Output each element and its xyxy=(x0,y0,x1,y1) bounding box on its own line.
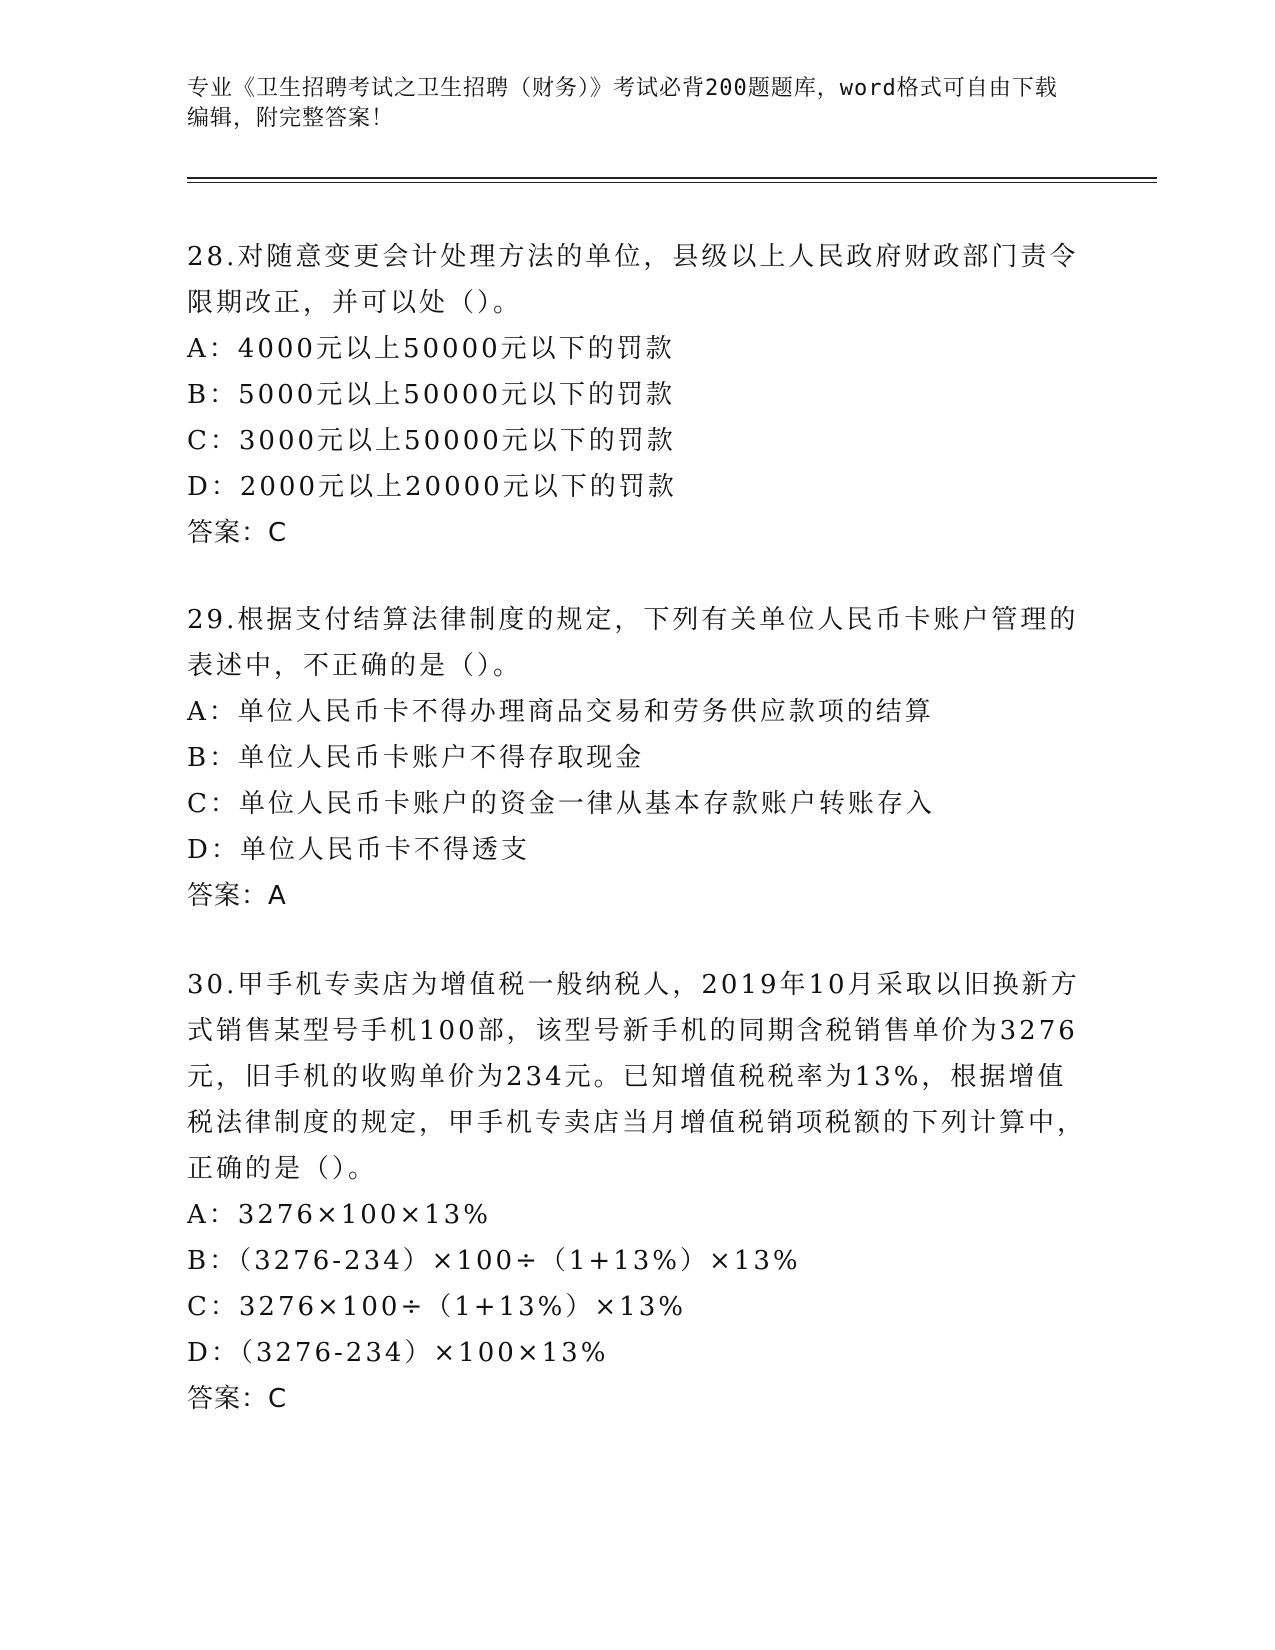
header-divider-thin xyxy=(187,182,1157,183)
header-divider-thick xyxy=(187,177,1157,179)
question-28 xyxy=(187,234,1087,556)
option-a: A：3276×100×13% xyxy=(187,1200,491,1230)
option-d: D：（3276-234）×100×13% xyxy=(187,1338,609,1368)
option-b: B：单位人民币卡账户不得存取现金 xyxy=(187,743,645,773)
question-30 xyxy=(187,962,1087,1422)
option-c: C：3276×100÷（1+13%）×13% xyxy=(187,1292,686,1322)
option-d: D：单位人民币卡不得透支 xyxy=(187,835,530,865)
option-b: B：（3276-234）×100÷（1+13%）×13% xyxy=(187,1246,801,1276)
option-a: A：单位人民币卡不得办理商品交易和劳务供应款项的结算 xyxy=(187,697,934,727)
question-stem: 28.对随意变更会计处理方法的单位，县级以上人民政府财政部门责令限期改正，并可以处（）。 xyxy=(187,242,1079,318)
option-a: A：4000元以上50000元以下的罚款 xyxy=(187,334,675,364)
option-b: B：5000元以上50000元以下的罚款 xyxy=(187,380,675,410)
answer-line: 答案：C xyxy=(187,1384,288,1414)
question-stem: 30.甲手机专卖店为增值税一般纳税人，2019年10月采取以旧换新方式销售某型号手机100部，该型号新手机的同期含税销售单价为3276元，旧手机的收购单价为234元。已知增值税税率为13%，根据增值税法律制度的规定，甲手机专卖店当月增值税销项税额的下列计算中，正确的是（）。 xyxy=(187,970,1087,1184)
option-d: D：2000元以上20000元以下的罚款 xyxy=(187,472,677,502)
option-c: C：单位人民币卡账户的资金一律从基本存款账户转账存入 xyxy=(187,789,935,819)
document-header: 专业《卫生招聘考试之卫生招聘（财务）》考试必背200题题库，word格式可自由下载编辑，附完整答案！ xyxy=(187,76,1058,131)
question-stem: 29.根据支付结算法律制度的规定，下列有关单位人民币卡账户管理的表述中，不正确的是（）。 xyxy=(187,605,1079,681)
answer-line: 答案：C xyxy=(187,518,288,548)
question-29 xyxy=(187,597,1087,919)
answer-line: 答案：A xyxy=(187,881,287,911)
option-c: C：3000元以上50000元以下的罚款 xyxy=(187,426,676,456)
